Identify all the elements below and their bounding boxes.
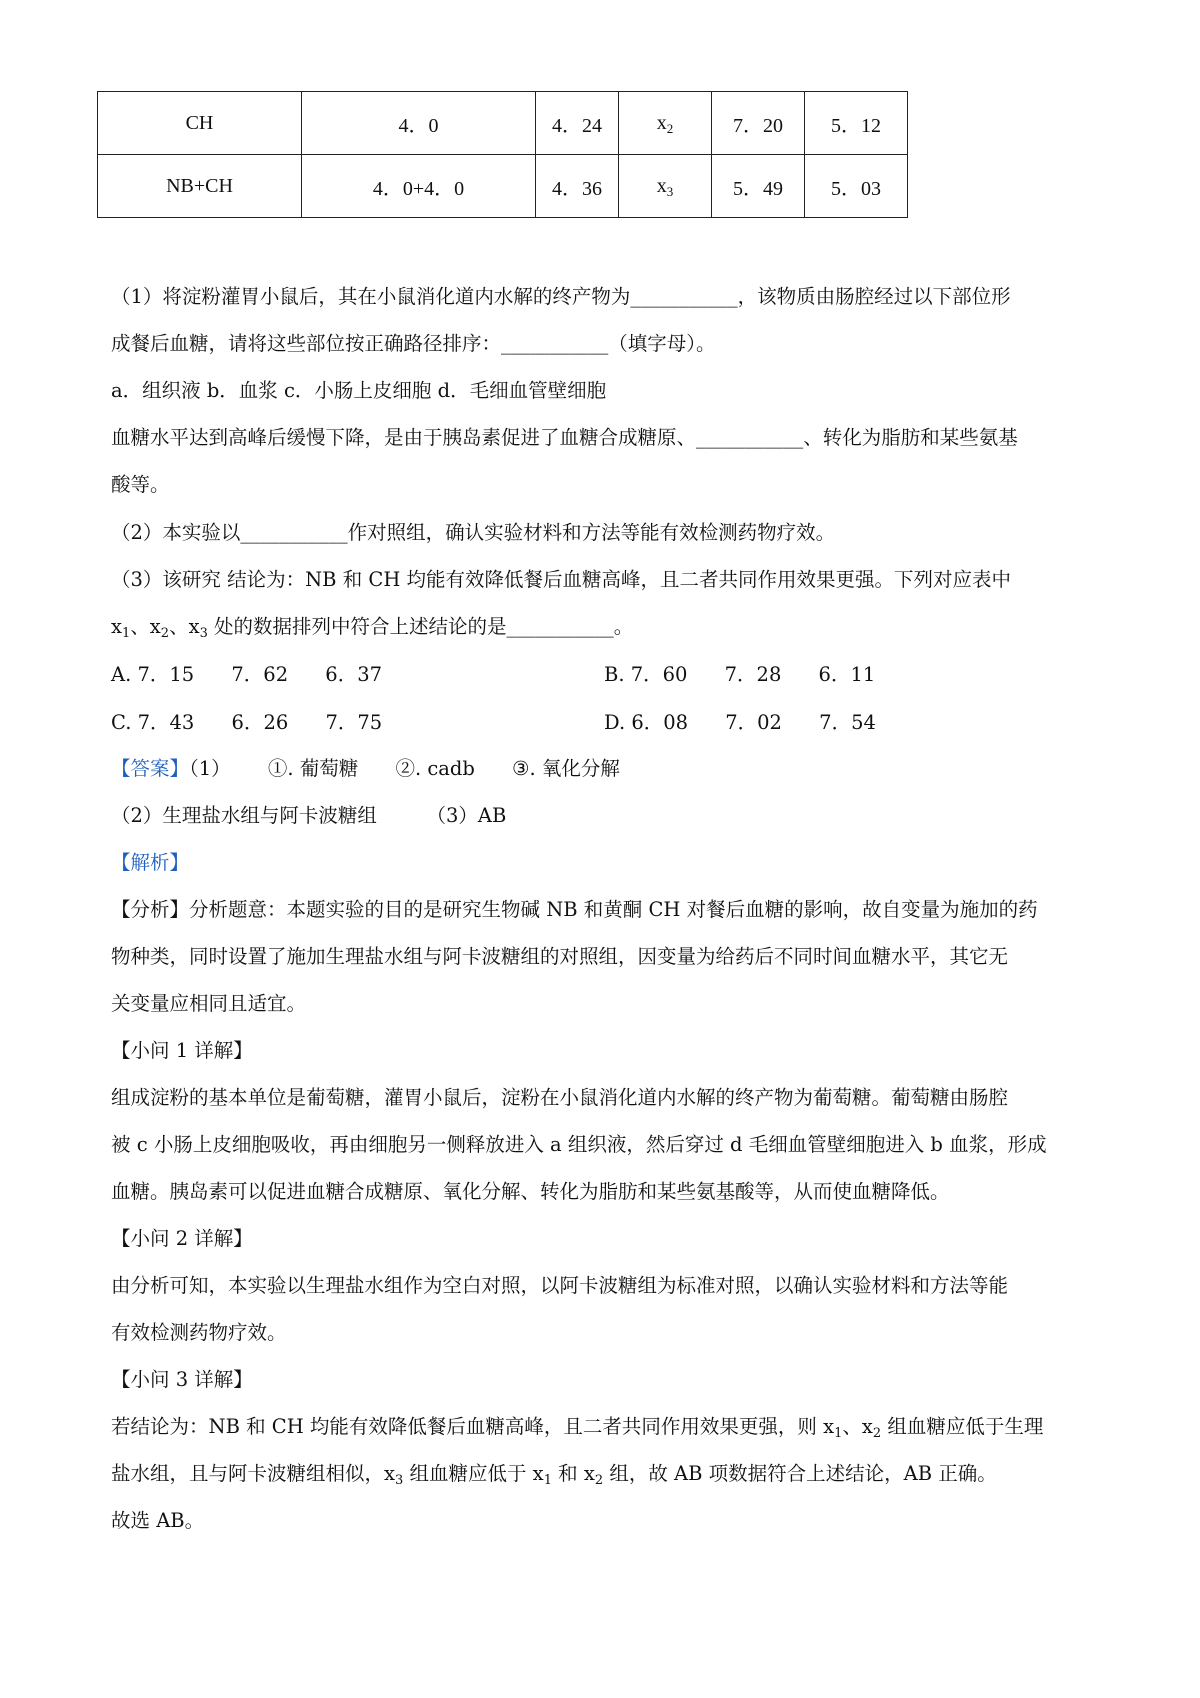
subquestion-2-title: 【小问 2 详解】 <box>111 1227 253 1250</box>
question-1-line-1: （1）将淀粉灌胃小鼠后，其在小鼠消化道内水解的终产物为___________，该物质由肠腔经过以下部位形 <box>111 285 1011 308</box>
dose-cell: 4．0+4．0 <box>302 155 536 218</box>
analysis-line-1: 【分析】分析题意：本题实验的目的是研究生物碱 NB 和黄酮 CH 对餐后血糖的影响，故自变量为施加的药 <box>111 898 1038 921</box>
analysis-label: 【解析】 <box>111 851 190 874</box>
subquestion-3-line-3: 故选 AB。 <box>111 1509 205 1532</box>
choice-c: C. 7．43 6．26 7．75 <box>111 711 383 734</box>
question-2: （2）本实验以___________作对照组，确认实验材料和方法等能有效检测药物疗效。 <box>111 521 836 544</box>
unknown-cell: $x_3$ <box>619 155 712 218</box>
subquestion-3-title: 【小问 3 详解】 <box>111 1368 253 1391</box>
question-3-line-2: $x_1$、$x_2$、$x_3$ 处的数据排列中符合上述结论的是___________。 <box>111 615 634 641</box>
value-cell: 5．12 <box>805 92 908 155</box>
subquestion-1-line-2: 被 c 小肠上皮细胞吸收，再由细胞另一侧释放进入 a 组织液，然后穿过 d 毛细血管壁细胞进入 b 血浆，形成 <box>111 1133 1047 1156</box>
value-cell: 7．20 <box>712 92 805 155</box>
answer-line-2: （2）生理盐水组与阿卡波糖组 （3）AB <box>111 804 507 827</box>
dose-cell: 4．0 <box>302 92 536 155</box>
choice-b: B. 7．60 7．28 6．11 <box>604 663 876 686</box>
answer-label: 【答案】 <box>111 757 190 780</box>
subquestion-1-title: 【小问 1 详解】 <box>111 1039 253 1062</box>
subquestion-2-line-2: 有效检测药物疗效。 <box>111 1321 287 1344</box>
group-cell: NB+CH <box>98 155 302 218</box>
choice-a: A. 7．15 7．62 6．37 <box>111 663 383 686</box>
answer-line-1: 【答案】（1） ①. 葡萄糖 ②. cadb ③. 氧化分解 <box>111 757 620 780</box>
group-cell: CH <box>98 92 302 155</box>
subquestion-3-line-2: 盐水组，且与阿卡波糖组相似，$x_3$ 组血糖应低于 $x_1$ 和 $x_2$ 组，故 AB 项数据符合上述结论，AB 正确。 <box>111 1462 997 1488</box>
table-row <box>98 155 908 218</box>
data-table <box>97 91 908 218</box>
question-1-options: a．组织液 b．血浆 c．小肠上皮细胞 d．毛细血管壁细胞 <box>111 379 607 402</box>
question-1-line-3: 血糖水平达到高峰后缓慢下降，是由于胰岛素促进了血糖合成糖原、___________、转化为脂肪和某些氨基 <box>111 426 1018 449</box>
subquestion-2-line-1: 由分析可知，本实验以生理盐水组作为空白对照，以阿卡波糖组为标准对照，以确认实验材料和方法等能 <box>111 1274 1009 1297</box>
question-1-line-2: 成餐后血糖，请将这些部位按正确路径排序：___________（填字母）。 <box>111 332 716 355</box>
subquestion-1-line-3: 血糖。胰岛素可以促进血糖合成糖原、氧化分解、转化为脂肪和某些氨基酸等，从而使血糖降低。 <box>111 1180 950 1203</box>
subquestion-3-line-1: 若结论为：NB 和 CH 均能有效降低餐后血糖高峰，且二者共同作用效果更强，则 $x_1$、$x_2$ 组血糖应低于生理 <box>111 1415 1044 1441</box>
table-row <box>98 92 908 155</box>
choice-d: D. 6．08 7．02 7．54 <box>604 711 876 734</box>
analysis-line-2: 物种类，同时设置了施加生理盐水组与阿卡波糖组的对照组，因变量为给药后不同时间血糖水平，其它无 <box>111 945 1009 968</box>
value-cell: 4．36 <box>536 155 619 218</box>
value-cell: 5．49 <box>712 155 805 218</box>
question-1-line-4: 酸等。 <box>111 473 170 496</box>
analysis-line-3: 关变量应相同且适宜。 <box>111 992 307 1015</box>
question-3-line-1: （3）该研究 结论为：NB 和 CH 均能有效降低餐后血糖高峰，且二者共同作用效果更强。下列对应表中 <box>111 568 1012 591</box>
value-cell: 4．24 <box>536 92 619 155</box>
value-cell: 5．03 <box>805 155 908 218</box>
subquestion-1-line-1: 组成淀粉的基本单位是葡萄糖，灌胃小鼠后，淀粉在小鼠消化道内水解的终产物为葡萄糖。葡萄糖由肠腔 <box>111 1086 1009 1109</box>
unknown-cell: $x_2$ <box>619 92 712 155</box>
